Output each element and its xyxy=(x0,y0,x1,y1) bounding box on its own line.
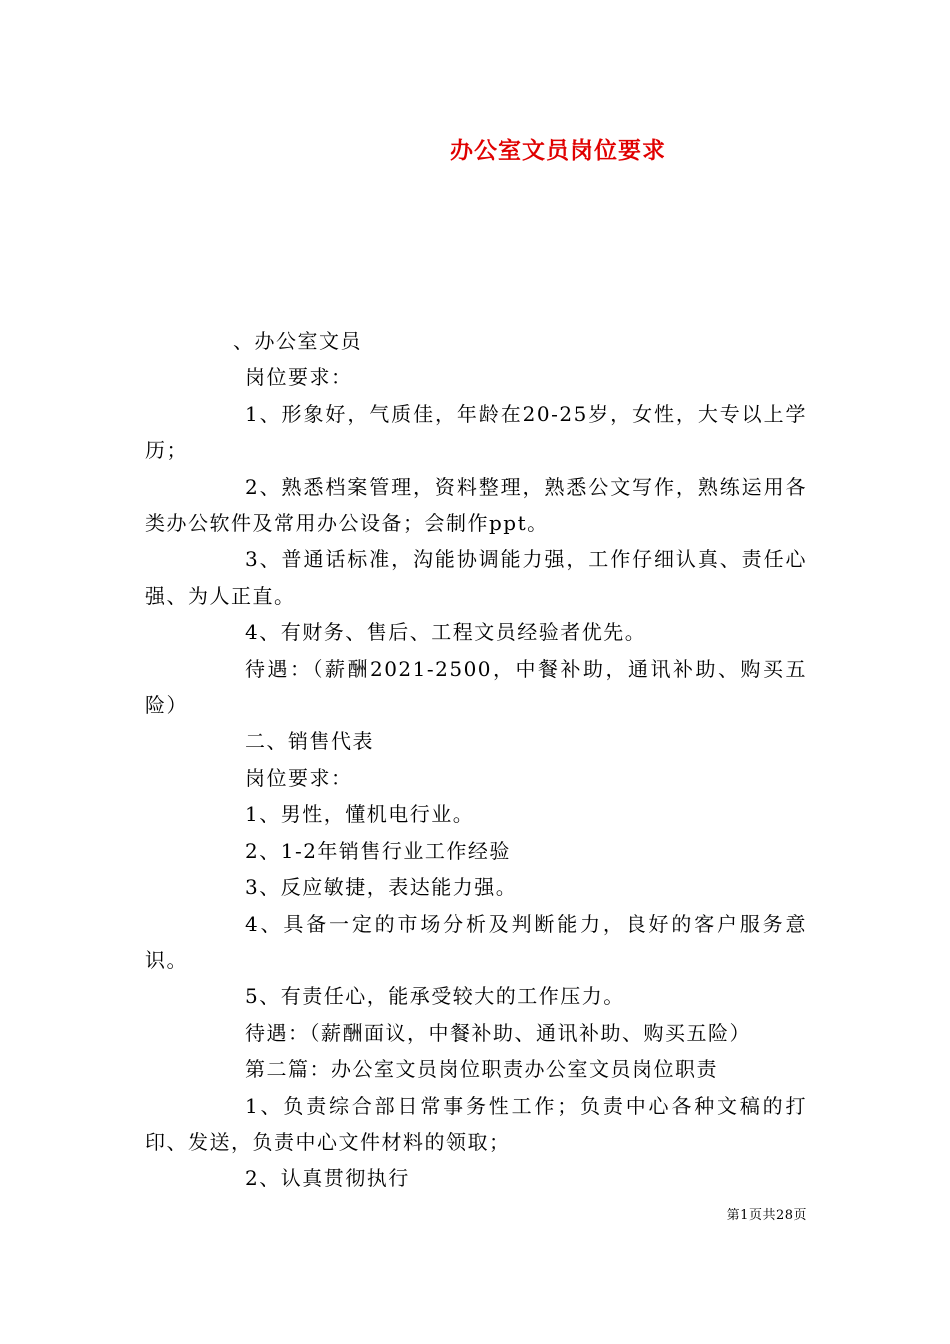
paragraph: 待遇：（薪酬2021-2500，中餐补助，通讯补助、购买五险） xyxy=(145,656,807,718)
paragraph: 1、男性，懂机电行业。 xyxy=(245,802,475,827)
paragraph-section-office-clerk: 、办公室文员 xyxy=(233,329,362,353)
document-title: 办公室文员岗位要求 xyxy=(450,137,666,164)
paragraph: 待遇：（薪酬面议，中餐补助、通讯补助、购买五险） xyxy=(245,1020,751,1045)
paragraph: 4、有财务、售后、工程文员经验者优先。 xyxy=(245,620,647,645)
paragraph: 3、普通话标准，沟能协调能力强，工作仔细认真、责任心强、为人正直。 xyxy=(145,547,807,608)
paragraph: 岗位要求： xyxy=(245,765,353,790)
paragraph: 岗位要求： xyxy=(245,365,353,390)
paragraph: 3、反应敏捷，表达能力强。 xyxy=(245,875,518,900)
paragraph: 1、形象好，气质佳，年龄在20-25岁，女性，大专以上学历； xyxy=(145,401,807,463)
paragraph-section-sales: 二、销售代表 xyxy=(245,729,374,754)
paragraph: 2、熟悉档案管理，资料整理，熟悉公文写作，熟练运用各类办公软件及常用办公设备；会制作ppt。 xyxy=(145,474,807,536)
paragraph: 1、负责综合部日常事务性工作；负责中心各种文稿的打印、发送，负责中心文件材料的领取； xyxy=(145,1093,807,1154)
paragraph-second-article: 第二篇：办公室文员岗位职责办公室文员岗位职责 xyxy=(245,1057,718,1082)
paragraph: 4、具备一定的市场分析及判断能力，良好的客户服务意识。 xyxy=(145,911,807,972)
paragraph: 5、有责任心，能承受较大的工作压力。 xyxy=(245,984,625,1009)
paragraph: 2、认真贯彻执行 xyxy=(245,1166,410,1191)
page-number-footer: 第1页共28页 xyxy=(726,1208,807,1223)
document-body xyxy=(145,323,807,1197)
paragraph: 2、1-2年销售行业工作经验 xyxy=(245,838,511,863)
